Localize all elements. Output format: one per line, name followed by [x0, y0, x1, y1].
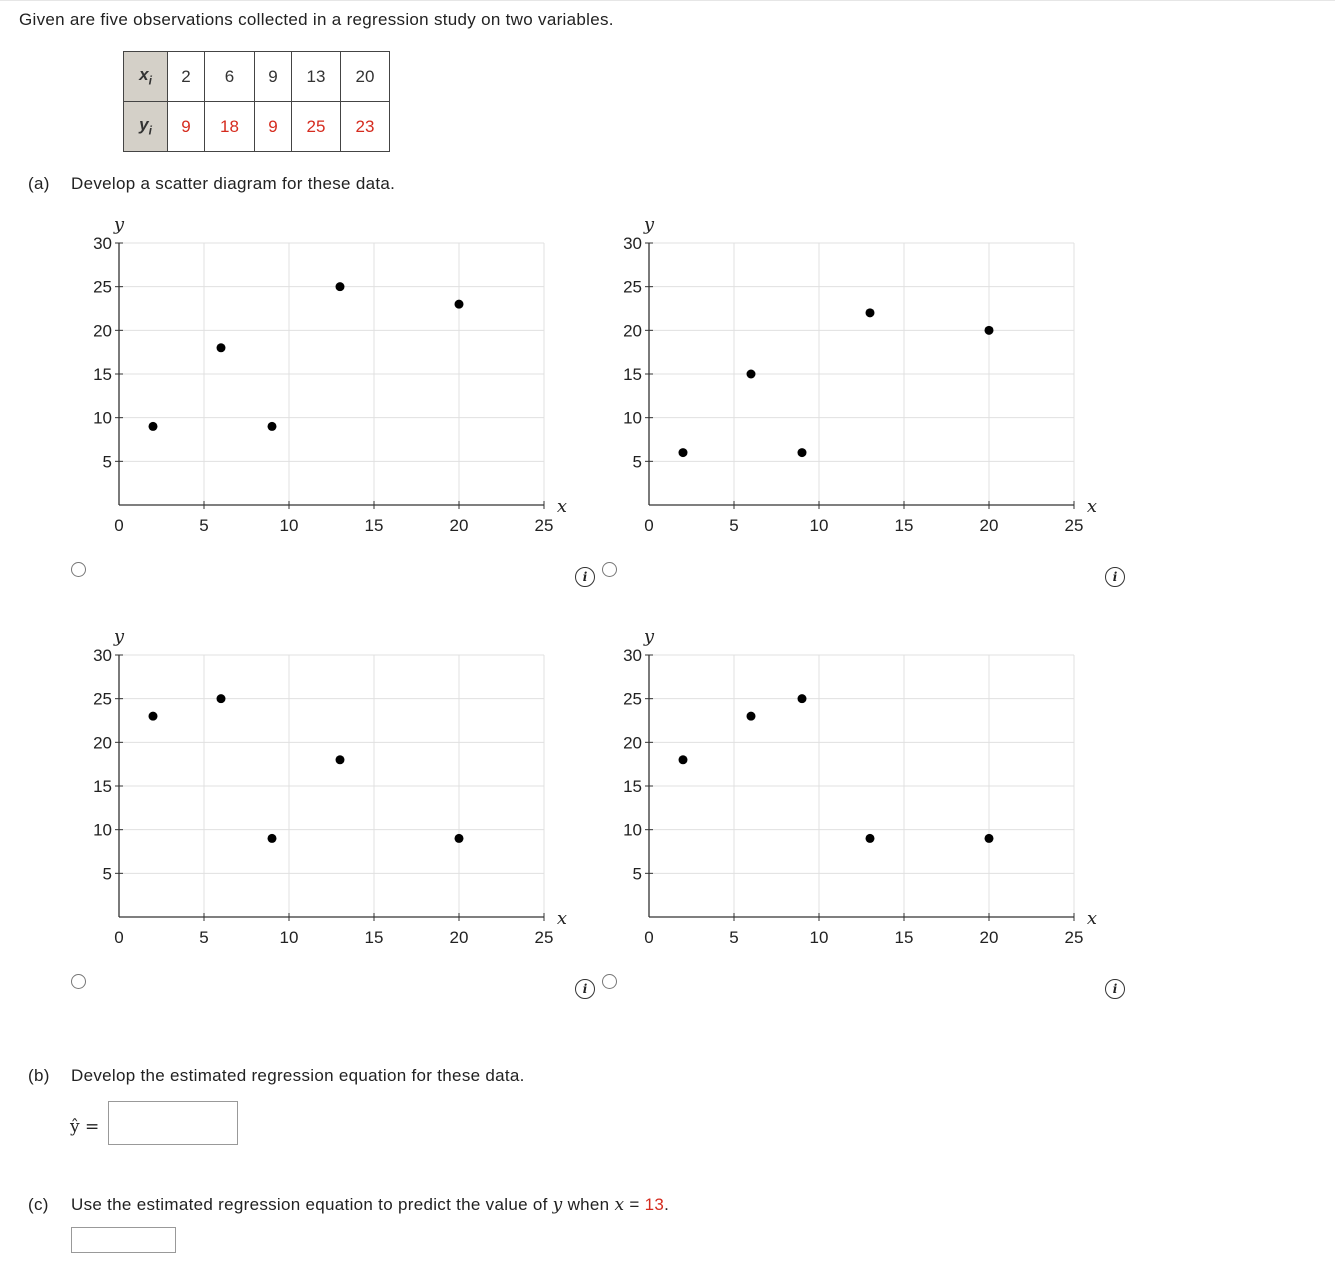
radio-option-4[interactable]	[602, 974, 617, 989]
y-axis-label: y	[643, 214, 655, 235]
yhat-label: ŷ =	[70, 1117, 100, 1137]
part-a-prompt	[28, 174, 395, 194]
x-tick-label: 0	[644, 516, 654, 535]
part-c-when: when	[562, 1195, 615, 1214]
y-cell: 18	[205, 102, 255, 152]
y-axis-label: y	[113, 214, 125, 235]
data-point	[217, 694, 226, 703]
data-point	[336, 282, 345, 291]
part-b-label: (b)	[28, 1066, 50, 1085]
data-point	[679, 755, 688, 764]
y-tick-label: 15	[93, 365, 112, 384]
table-row-y	[124, 102, 390, 152]
info-icon[interactable]: i	[575, 567, 595, 587]
x-variable: x	[614, 1195, 625, 1215]
part-b-prompt	[28, 1066, 525, 1086]
part-c-prompt	[28, 1195, 669, 1215]
info-icon[interactable]: i	[1105, 567, 1125, 587]
x-tick-label: 10	[809, 928, 829, 947]
y-cell: 9	[255, 102, 292, 152]
y-tick-label: 25	[623, 689, 642, 709]
data-point	[679, 448, 688, 457]
problem-intro: Given are five observations collected in a regression study on two variables.	[19, 10, 614, 29]
part-b-text: Develop the estimated regression equation for these data.	[71, 1066, 525, 1085]
data-point	[217, 343, 226, 352]
x-tick-label: 5	[729, 516, 739, 535]
x-axis-label: x	[1086, 496, 1098, 517]
data-point	[455, 300, 464, 309]
data-point	[747, 370, 756, 379]
x-tick-label: 20	[979, 928, 999, 947]
scatter-option-2	[600, 210, 1100, 550]
y-cell: 25	[292, 102, 341, 152]
y-variable: y	[552, 1195, 563, 1215]
scatter-option-4	[600, 622, 1100, 962]
top-divider	[0, 0, 1335, 1]
x-tick-label: 25	[1064, 928, 1084, 947]
x-tick-label: 15	[894, 516, 914, 535]
y-cell: 9	[168, 102, 205, 152]
x-tick-label: 20	[449, 516, 469, 535]
data-point	[268, 834, 277, 843]
x-tick-label: 0	[114, 516, 124, 535]
x-tick-label: 25	[534, 928, 554, 947]
x-cell: 2	[168, 52, 205, 102]
x-tick-label: 10	[279, 928, 299, 947]
x-value: 13	[644, 1195, 665, 1214]
x-tick-label: 10	[279, 516, 299, 535]
y-tick-label: 10	[93, 408, 112, 428]
y-tick-label: 10	[623, 820, 642, 840]
x-axis-label: x	[1086, 908, 1098, 929]
info-icon[interactable]: i	[1105, 979, 1125, 999]
scatter-plot-4	[600, 622, 1100, 962]
info-icon[interactable]: i	[575, 979, 595, 999]
part-c-equals: =	[624, 1195, 645, 1214]
radio-option-2[interactable]	[602, 562, 617, 577]
data-point	[455, 834, 464, 843]
radio-option-3[interactable]	[71, 974, 86, 989]
scatter-plot-2	[600, 210, 1100, 550]
y-tick-label: 15	[623, 777, 642, 796]
y-tick-label: 15	[93, 777, 112, 796]
y-tick-label: 5	[102, 452, 112, 472]
y-tick-label: 25	[93, 689, 112, 709]
scatter-plot-1	[70, 210, 570, 550]
x-tick-label: 10	[809, 516, 829, 535]
x-axis-label: x	[556, 908, 568, 929]
x-tick-label: 0	[114, 928, 124, 947]
y-header: $y_i$	[124, 102, 168, 152]
table-row-x	[124, 52, 390, 102]
data-point	[149, 712, 158, 721]
part-c-period: .	[664, 1195, 670, 1214]
part-c-text: Use the estimated regression equation to predict the value of	[71, 1195, 553, 1214]
x-tick-label: 20	[449, 928, 469, 947]
data-point	[268, 422, 277, 431]
scatter-plot-3	[70, 622, 570, 962]
x-axis-label: x	[556, 496, 568, 517]
x-tick-label: 5	[199, 516, 209, 535]
scatter-option-3	[70, 622, 570, 962]
y-tick-label: 30	[623, 646, 642, 665]
scatter-option-1	[70, 210, 570, 550]
data-point	[866, 834, 875, 843]
y-tick-label: 5	[632, 452, 642, 472]
data-point	[798, 694, 807, 703]
x-cell: 20	[341, 52, 390, 102]
data-point	[747, 712, 756, 721]
part-a-label: (a)	[28, 174, 50, 193]
y-tick-label: 30	[623, 234, 642, 253]
part-c-label: (c)	[28, 1195, 49, 1214]
data-point	[798, 448, 807, 457]
x-tick-label: 5	[199, 928, 209, 947]
y-tick-label: 5	[102, 864, 112, 884]
prediction-input[interactable]	[71, 1227, 176, 1253]
x-tick-label: 15	[364, 928, 384, 947]
x-tick-label: 20	[979, 516, 999, 535]
x-header: $x_i$	[124, 52, 168, 102]
data-point	[985, 834, 994, 843]
data-point	[985, 326, 994, 335]
part-a-text: Develop a scatter diagram for these data.	[71, 174, 396, 193]
data-point	[866, 308, 875, 317]
y-cell: 23	[341, 102, 390, 152]
y-axis-label: y	[113, 626, 125, 647]
observations-table	[123, 51, 390, 152]
y-tick-label: 25	[93, 277, 112, 297]
x-tick-label: 25	[534, 516, 554, 535]
radio-option-1[interactable]	[71, 562, 86, 577]
x-cell: 13	[292, 52, 341, 102]
y-tick-label: 30	[93, 646, 112, 665]
y-tick-label: 20	[623, 321, 642, 341]
y-tick-label: 15	[623, 365, 642, 384]
y-tick-label: 10	[623, 408, 642, 428]
y-tick-label: 30	[93, 234, 112, 253]
y-tick-label: 5	[632, 864, 642, 884]
x-cell: 6	[205, 52, 255, 102]
y-tick-label: 20	[93, 733, 112, 753]
y-tick-label: 25	[623, 277, 642, 297]
x-tick-label: 0	[644, 928, 654, 947]
x-tick-label: 15	[894, 928, 914, 947]
x-cell: 9	[255, 52, 292, 102]
x-tick-label: 25	[1064, 516, 1084, 535]
data-point	[149, 422, 158, 431]
data-point	[336, 755, 345, 764]
y-tick-label: 10	[93, 820, 112, 840]
x-tick-label: 15	[364, 516, 384, 535]
y-tick-label: 20	[623, 733, 642, 753]
x-tick-label: 5	[729, 928, 739, 947]
y-axis-label: y	[643, 626, 655, 647]
regression-equation-input[interactable]	[108, 1101, 238, 1145]
y-tick-label: 20	[93, 321, 112, 341]
